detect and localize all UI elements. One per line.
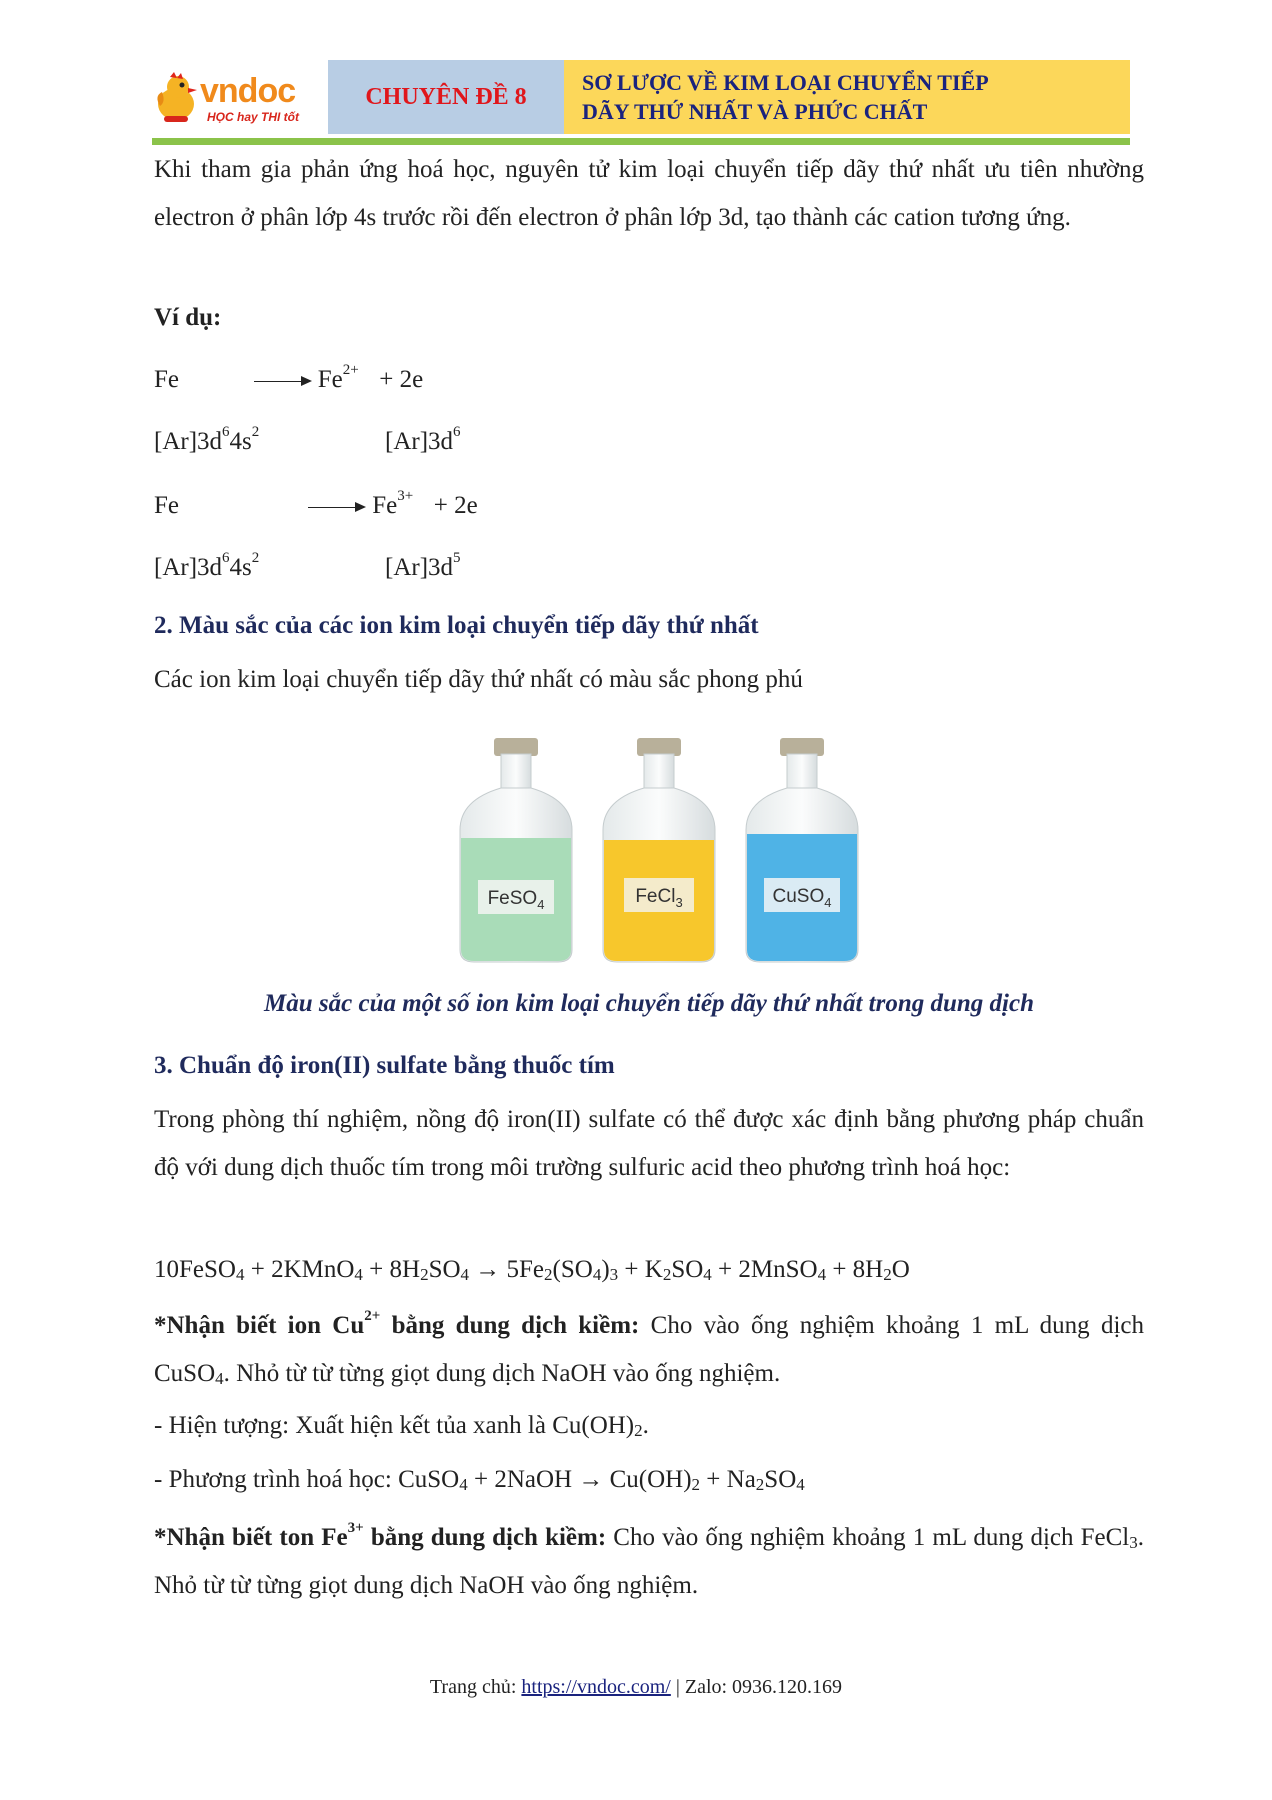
logo-wordmark: vndoc — [200, 72, 296, 110]
cu-eq-part: + 2NaOH → Cu(OH) — [467, 1466, 692, 1493]
reaction-1 — [154, 361, 424, 394]
svg-text:CuSO4 — [773, 886, 832, 910]
eq-part: → 5Fe — [469, 1256, 545, 1283]
cu-phenomenon-end: . — [642, 1412, 649, 1439]
cu-equation — [154, 1466, 805, 1494]
eq-part: O — [891, 1256, 910, 1283]
eq-part: + K — [618, 1256, 663, 1283]
config-1-left-sup2: 2 — [251, 423, 260, 440]
page-header — [152, 58, 1130, 150]
config-2-left-mid: 4s — [229, 554, 252, 581]
bottle-fecl3 — [603, 738, 715, 962]
eq-sub: 4 — [354, 1265, 363, 1284]
fe-test-text-end: . Nhỏ từ từ từng giọt dung dịch NaOH vào ống nghiệm. — [154, 1524, 1145, 1599]
cu-eq-sub: 4 — [459, 1475, 468, 1494]
eq-part: + 8H — [826, 1256, 884, 1283]
cu-eq-sub: 2 — [755, 1475, 765, 1494]
reaction-1-charge: 2+ — [342, 361, 359, 378]
eq-part: + 2MnSO — [711, 1256, 818, 1283]
chapter-label: CHUYÊN ĐỀ 8 — [365, 83, 527, 110]
reaction-1-rest: + 2e — [379, 366, 424, 393]
bottle-1-label: FeSO — [487, 888, 538, 909]
chicken-mascot-icon — [152, 72, 200, 124]
figure-caption: Màu sắc của một số ion kim loại chuyển tiếp dãy thứ nhất trong dung dịch — [264, 990, 1034, 1017]
reaction-1-product: Fe — [317, 366, 343, 393]
bottles-illustration — [444, 730, 874, 970]
fe-test-paragraph — [154, 1514, 1144, 1610]
reaction-2 — [154, 492, 179, 520]
bottle-3-label: CuSO — [772, 886, 825, 907]
section-2-text: Các ion kim loại chuyển tiếp dãy thứ nhất có màu sắc phong phú — [154, 666, 803, 693]
bottle-2-sub: 3 — [675, 895, 683, 910]
titration-equation — [154, 1256, 910, 1284]
fe-test-sub: 3 — [1129, 1533, 1138, 1552]
config-1-left-a: [Ar]3d — [154, 428, 223, 455]
eq-sub: 2 — [883, 1265, 892, 1284]
eq-sub: 2 — [662, 1265, 672, 1284]
right-arrow-icon — [254, 374, 312, 388]
title-line-2: DÃY THỨ NHẤT VÀ PHỨC CHẤT — [582, 99, 928, 124]
footer-contact: | Zalo: 0936.120.169 — [670, 1676, 843, 1698]
cu-phenomenon-sub: 2 — [634, 1421, 643, 1440]
fe-test-title: *Nhận biết ton Fe — [154, 1524, 348, 1551]
section-3-paragraph: Trong phòng thí nghiệm, nồng độ iron(II) sulfate có thể được xác định bằng phương pháp chuẩn độ với dung dịch thuốc tím trong môi trường sulfuric acid theo phương trình hoá học: — [154, 1106, 1144, 1181]
config-1-right — [385, 423, 461, 456]
eq-sub: 4 — [817, 1265, 827, 1284]
right-arrow-icon — [308, 500, 366, 514]
cu-eq-sub: 4 — [796, 1475, 805, 1494]
fe-test-title-end: bằng dung dịch kiềm: — [363, 1524, 607, 1551]
bottle-1-sub: 4 — [537, 897, 545, 912]
config-2-left-sup1: 6 — [222, 549, 230, 566]
cu-eq-part: SO — [764, 1466, 797, 1493]
eq-sub: 2 — [544, 1265, 553, 1284]
config-1-right-sup: 6 — [453, 423, 461, 440]
reaction-2-product: Fe — [372, 492, 398, 519]
reaction-2-charge: 3+ — [397, 487, 414, 504]
eq-sub: 4 — [460, 1265, 470, 1284]
cu-eq-part: + Na — [700, 1466, 756, 1493]
config-2-right-a: [Ar]3d — [385, 554, 454, 581]
cu-test-charge: 2+ — [364, 1307, 381, 1324]
cu-test-title: *Nhận biết ion Cu — [154, 1312, 365, 1339]
footer-prefix: Trang chủ: — [429, 1676, 522, 1698]
eq-part: SO — [428, 1256, 461, 1283]
bottle-3-sub: 4 — [824, 895, 832, 910]
eq-sub: 4 — [703, 1265, 712, 1284]
section-3-heading: 3. Chuẩn độ iron(II) sulfate bằng thuốc tím — [154, 1052, 615, 1079]
config-2-left-sup2: 2 — [251, 549, 260, 566]
eq-part: + 8H — [362, 1256, 421, 1283]
page-footer — [0, 1676, 1272, 1699]
chapter-box — [328, 60, 564, 134]
config-1-left-mid: 4s — [229, 428, 252, 455]
reaction-2-reactant: Fe — [154, 492, 179, 519]
title-box — [564, 60, 1130, 134]
eq-sub: 4 — [235, 1265, 245, 1284]
config-2-left — [154, 549, 260, 582]
config-1-left — [154, 423, 260, 456]
reaction-1-reactant: Fe — [154, 366, 179, 393]
cu-phenomenon — [154, 1412, 649, 1440]
title-line-1: SƠ LƯỢC VỀ KIM LOẠI CHUYỂN TIẾP — [582, 70, 989, 95]
cu-test-sub: 4 — [215, 1369, 224, 1388]
reaction-2-rest: + 2e — [433, 492, 478, 519]
bottle-2-label: FeCl — [635, 886, 676, 907]
cu-test-paragraph — [154, 1302, 1144, 1398]
eq-sub: 3 — [609, 1265, 619, 1284]
vndoc-logo[interactable] — [152, 72, 322, 132]
eq-sub: 4 — [592, 1265, 602, 1284]
example-label: Ví dụ: — [154, 304, 222, 331]
bottle-feso4 — [460, 738, 572, 962]
header-divider — [152, 138, 1130, 145]
cu-phenomenon-text: - Hiện tượng: Xuất hiện kết tủa xanh là Cu(OH) — [154, 1412, 635, 1439]
section-2-heading: 2. Màu sắc của các ion kim loại chuyển tiếp dãy thứ nhất — [154, 612, 759, 639]
cu-test-text-end: . Nhỏ từ từ từng giọt dung dịch NaOH vào ống nghiệm. — [223, 1360, 781, 1387]
bottle-cuso4 — [746, 738, 858, 962]
reaction-2-right — [308, 487, 478, 520]
cu-test-title-end: bằng dung dịch kiềm: — [380, 1312, 640, 1339]
cu-eq-sub: 2 — [691, 1475, 701, 1494]
footer-home-link[interactable]: https://vndoc.com/ — [521, 1676, 671, 1698]
bottles-figure — [444, 730, 874, 970]
eq-part: SO — [671, 1256, 704, 1283]
config-2-right-sup: 5 — [453, 549, 461, 566]
eq-part: (SO — [552, 1256, 593, 1283]
eq-sub: 2 — [420, 1265, 429, 1284]
eq-part: 10FeSO — [154, 1256, 236, 1283]
config-1-right-a: [Ar]3d — [385, 428, 454, 455]
logo-tagline: HỌC hay THI tốt — [207, 110, 299, 124]
config-2-left-a: [Ar]3d — [154, 554, 223, 581]
svg-text:FeSO4 — [488, 888, 545, 912]
cu-test-text: Cho vào ống nghiệm khoảng 1 mL dung dịch CuSO — [154, 1312, 1144, 1387]
fe-test-text: Cho vào ống nghiệm khoảng 1 mL dung dịch FeCl — [606, 1524, 1130, 1551]
config-2-right — [385, 549, 461, 582]
cu-eq-part: - Phương trình hoá học: CuSO — [154, 1466, 460, 1493]
config-1-left-sup1: 6 — [222, 423, 230, 440]
eq-part: + 2KMnO — [244, 1256, 355, 1283]
fe-test-charge: 3+ — [347, 1519, 364, 1536]
intro-paragraph: Khi tham gia phản ứng hoá học, nguyên tử kim loại chuyển tiếp dãy thứ nhất ưu tiên nhường electron ở phân lớp 4s trước rồi đến electron ở phân lớp 3d, tạo thành các cation tương ứng. — [154, 156, 1144, 231]
eq-part: ) — [601, 1256, 610, 1283]
